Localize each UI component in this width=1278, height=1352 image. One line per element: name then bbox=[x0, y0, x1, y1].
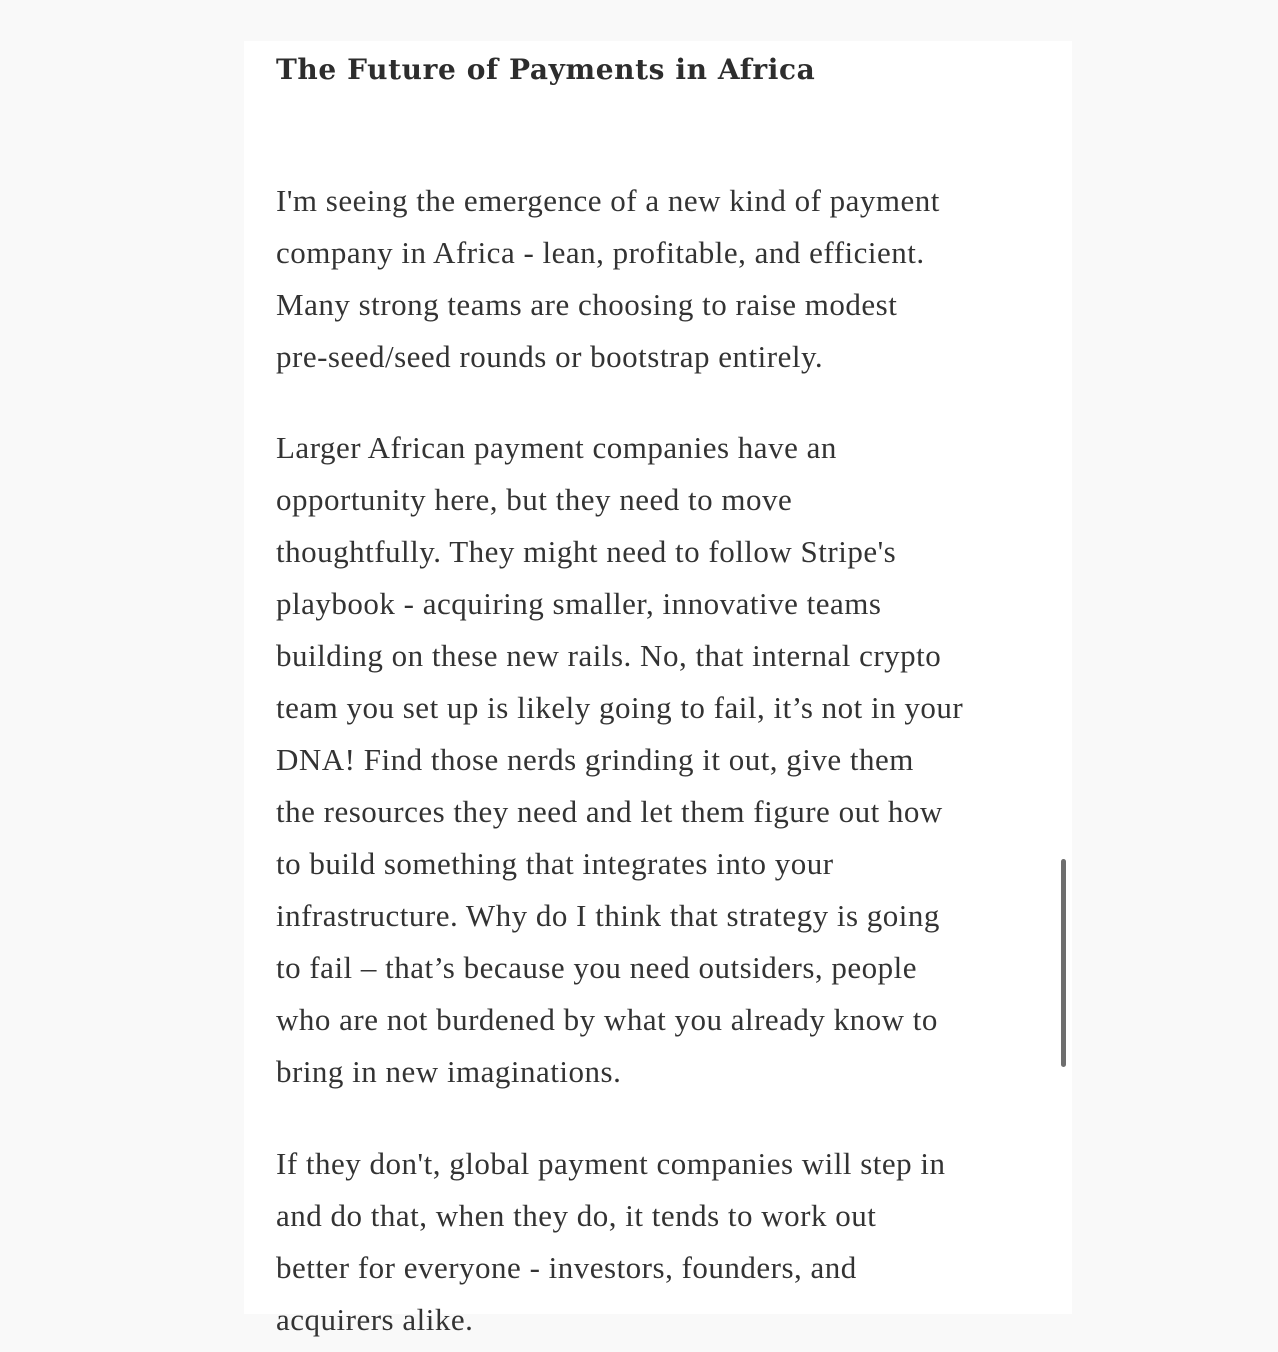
paragraph-line: team you set up is likely going to fail, it’s not in your bbox=[276, 690, 964, 725]
paragraph-line: opportunity here, but they need to move bbox=[276, 482, 793, 517]
paragraph-1 bbox=[276, 175, 940, 383]
paragraph-line: better for everyone - investors, founders, and bbox=[276, 1250, 857, 1285]
paragraph-line: company in Africa - lean, profitable, and efficient. bbox=[276, 235, 925, 270]
paragraph-line: and do that, when they do, it tends to work out bbox=[276, 1198, 877, 1233]
paragraph-line: acquirers alike. bbox=[276, 1302, 474, 1337]
scrollbar-thumb[interactable] bbox=[1061, 859, 1066, 1067]
paragraph-line: infrastructure. Why do I think that strategy is going bbox=[276, 898, 940, 933]
paragraph-line: the resources they need and let them figure out how bbox=[276, 794, 943, 829]
paragraph-line: pre-seed/seed rounds or bootstrap entirely. bbox=[276, 339, 824, 374]
paragraph-line: who are not burdened by what you already know to bbox=[276, 1002, 938, 1037]
paragraph-line: Many strong teams are choosing to raise modest bbox=[276, 287, 898, 322]
paragraph-line: building on these new rails. No, that internal crypto bbox=[276, 638, 942, 673]
paragraph-line: DNA! Find those nerds grinding it out, give them bbox=[276, 742, 914, 777]
paragraph-2 bbox=[276, 422, 963, 1098]
article-card bbox=[244, 41, 1072, 1337]
paragraph-line: playbook - acquiring smaller, innovative teams bbox=[276, 586, 882, 621]
paragraph-line: to build something that integrates into your bbox=[276, 846, 834, 881]
paragraph-line: bring in new imaginations. bbox=[276, 1054, 622, 1089]
paragraph-line: to fail – that’s because you need outsiders, people bbox=[276, 950, 918, 985]
paragraph-line: I'm seeing the emergence of a new kind of payment bbox=[276, 183, 940, 218]
paragraph-line: If they don't, global payment companies will step in bbox=[276, 1146, 946, 1181]
article-title: The Future of Payments in Africa bbox=[276, 53, 816, 86]
paragraph-3 bbox=[276, 1138, 946, 1346]
paragraph-line: thoughtfully. They might need to follow Stripe's bbox=[276, 534, 897, 569]
paragraph-line: Larger African payment companies have an bbox=[276, 430, 837, 465]
